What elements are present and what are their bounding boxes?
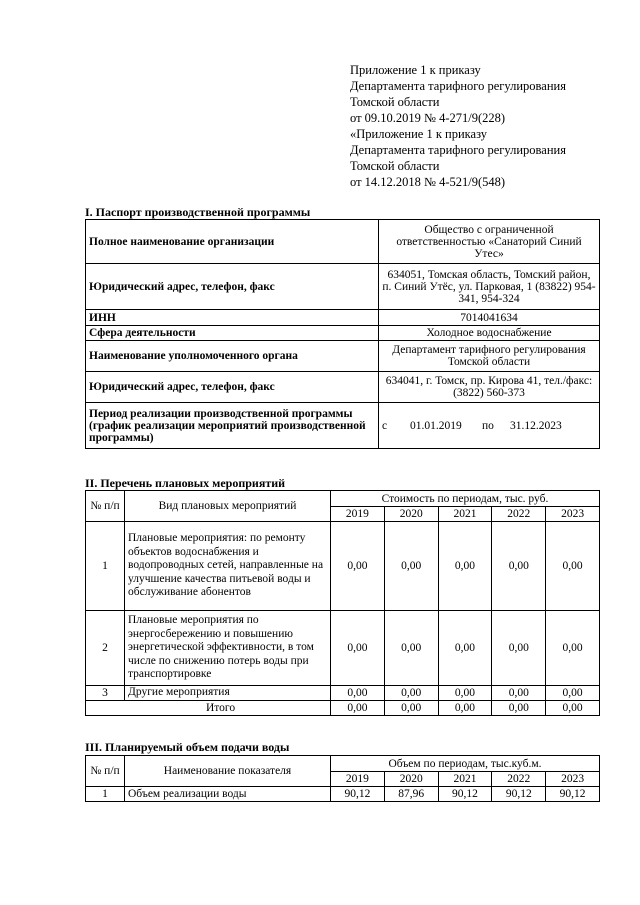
year-header: 2021 — [438, 772, 492, 787]
row-value: 90,12 — [438, 787, 492, 802]
total-value: 0,00 — [546, 701, 600, 716]
row-num: 2 — [86, 611, 125, 686]
passport-value: 7014041634 — [379, 310, 600, 326]
total-value: 0,00 — [331, 701, 385, 716]
year-header: 2022 — [492, 772, 546, 787]
total-value: 0,00 — [492, 701, 546, 716]
period-from-word: с — [382, 419, 388, 432]
table-row — [86, 611, 600, 686]
col-num-header: № п/п — [86, 491, 125, 522]
year-header: 2020 — [384, 507, 438, 522]
passport-label: Полное наименование организации — [86, 220, 379, 264]
row-value: 0,00 — [438, 611, 492, 686]
section-passport-title: I. Паспорт производственной программы — [85, 205, 311, 219]
appendix-line: Департамента тарифного регулирования — [350, 143, 566, 157]
row-name: Другие мероприятия — [125, 686, 331, 701]
table-row — [86, 372, 600, 403]
appendix-line: Департамента тарифного регулирования — [350, 79, 566, 93]
appendix-line: от 14.12.2018 № 4-521/9(548) — [350, 175, 506, 189]
row-num: 1 — [86, 787, 125, 802]
period-from: 01.01.2019 — [410, 419, 462, 432]
total-value: 0,00 — [438, 701, 492, 716]
passport-value: Департамент тарифного регулирования Томской области — [379, 341, 600, 372]
table-row — [86, 787, 600, 802]
passport-label: Юридический адрес, телефон, факс — [86, 264, 379, 310]
passport-label: ИНН — [86, 310, 379, 326]
row-value: 87,96 — [384, 787, 438, 802]
year-header: 2021 — [438, 507, 492, 522]
row-value: 0,00 — [331, 611, 385, 686]
row-name: Плановые мероприятия по энергосбережению и повышению энергетической эффективности, в том числе по снижению потерь воды при транспортировке — [125, 611, 331, 686]
appendix-line: от 09.10.2019 № 4-271/9(228) — [350, 111, 506, 125]
passport-value: Холодное водоснабжение — [379, 326, 600, 341]
col-num-header: № п/п — [86, 756, 125, 787]
table-row — [86, 686, 600, 701]
passport-value: 634051, Томская область, Томский район, п. Синий Утёс, ул. Парковая, 1 (83822) 954-341, 954-324 — [379, 264, 600, 310]
row-num: 1 — [86, 522, 125, 611]
table-row — [86, 522, 600, 611]
table-row — [86, 326, 600, 341]
row-value: 0,00 — [492, 611, 546, 686]
passport-label: Юридический адрес, телефон, факс — [86, 372, 379, 403]
row-value: 90,12 — [492, 787, 546, 802]
row-value: 0,00 — [546, 611, 600, 686]
passport-label: Сфера деятельности — [86, 326, 379, 341]
row-value: 90,12 — [331, 787, 385, 802]
table-row — [86, 264, 600, 310]
col-volume-header: Объем по периодам, тыс.куб.м. — [331, 756, 600, 772]
row-value: 0,00 — [384, 611, 438, 686]
measures-table — [85, 490, 600, 716]
table-total-row — [86, 701, 600, 716]
table-row — [86, 310, 600, 326]
appendix-header — [350, 62, 566, 190]
appendix-line: Приложение 1 к приказу — [350, 63, 481, 77]
appendix-line: Томской области — [350, 95, 440, 109]
table-header-row — [86, 491, 600, 507]
period-to: 31.12.2023 — [510, 419, 562, 432]
appendix-line: «Приложение 1 к приказу — [350, 127, 488, 141]
table-row — [86, 403, 600, 449]
row-value: 0,00 — [546, 522, 600, 611]
row-value: 0,00 — [438, 522, 492, 611]
year-header: 2019 — [331, 772, 385, 787]
row-value: 0,00 — [384, 686, 438, 701]
period-value — [379, 403, 600, 449]
row-value: 0,00 — [331, 686, 385, 701]
year-header: 2019 — [331, 507, 385, 522]
total-label: Итого — [86, 701, 331, 716]
passport-table — [85, 219, 600, 449]
passport-label: Наименование уполномоченного органа — [86, 341, 379, 372]
row-value: 0,00 — [546, 686, 600, 701]
volume-table — [85, 755, 600, 802]
row-value: 0,00 — [492, 522, 546, 611]
row-value: 90,12 — [546, 787, 600, 802]
passport-value: Общество с ограниченной ответственностью «Санаторий Синий Утес» — [379, 220, 600, 264]
year-header: 2020 — [384, 772, 438, 787]
row-value: 0,00 — [384, 522, 438, 611]
passport-label: Период реализации производственной программы (график реализации мероприятий производственной программы) — [86, 403, 379, 449]
period-to-word: по — [482, 419, 494, 432]
row-name: Плановые мероприятия: по ремонту объектов водоснабжения и водопроводных сетей, направленные на улучшение качества питьевой воды и обслуживание абонентов — [125, 522, 331, 611]
appendix-line: Томской области — [350, 159, 440, 173]
section-volume-title: III. Планируемый объем подачи воды — [85, 740, 290, 754]
row-num: 3 — [86, 686, 125, 701]
table-header-row — [86, 756, 600, 772]
year-header: 2023 — [546, 507, 600, 522]
table-row — [86, 220, 600, 264]
section-measures-title: II. Перечень плановых мероприятий — [85, 476, 286, 490]
row-name: Объем реализации воды — [125, 787, 331, 802]
col-name-header: Вид плановых мероприятий — [125, 491, 331, 522]
year-header: 2022 — [492, 507, 546, 522]
table-row — [86, 341, 600, 372]
row-value: 0,00 — [331, 522, 385, 611]
row-value: 0,00 — [438, 686, 492, 701]
row-value: 0,00 — [492, 686, 546, 701]
total-value: 0,00 — [384, 701, 438, 716]
year-header: 2023 — [546, 772, 600, 787]
col-cost-header: Стоимость по периодам, тыс. руб. — [331, 491, 600, 507]
passport-value: 634041, г. Томск, пр. Кирова 41, тел./факс: (3822) 560-373 — [379, 372, 600, 403]
col-name-header: Наименование показателя — [125, 756, 331, 787]
